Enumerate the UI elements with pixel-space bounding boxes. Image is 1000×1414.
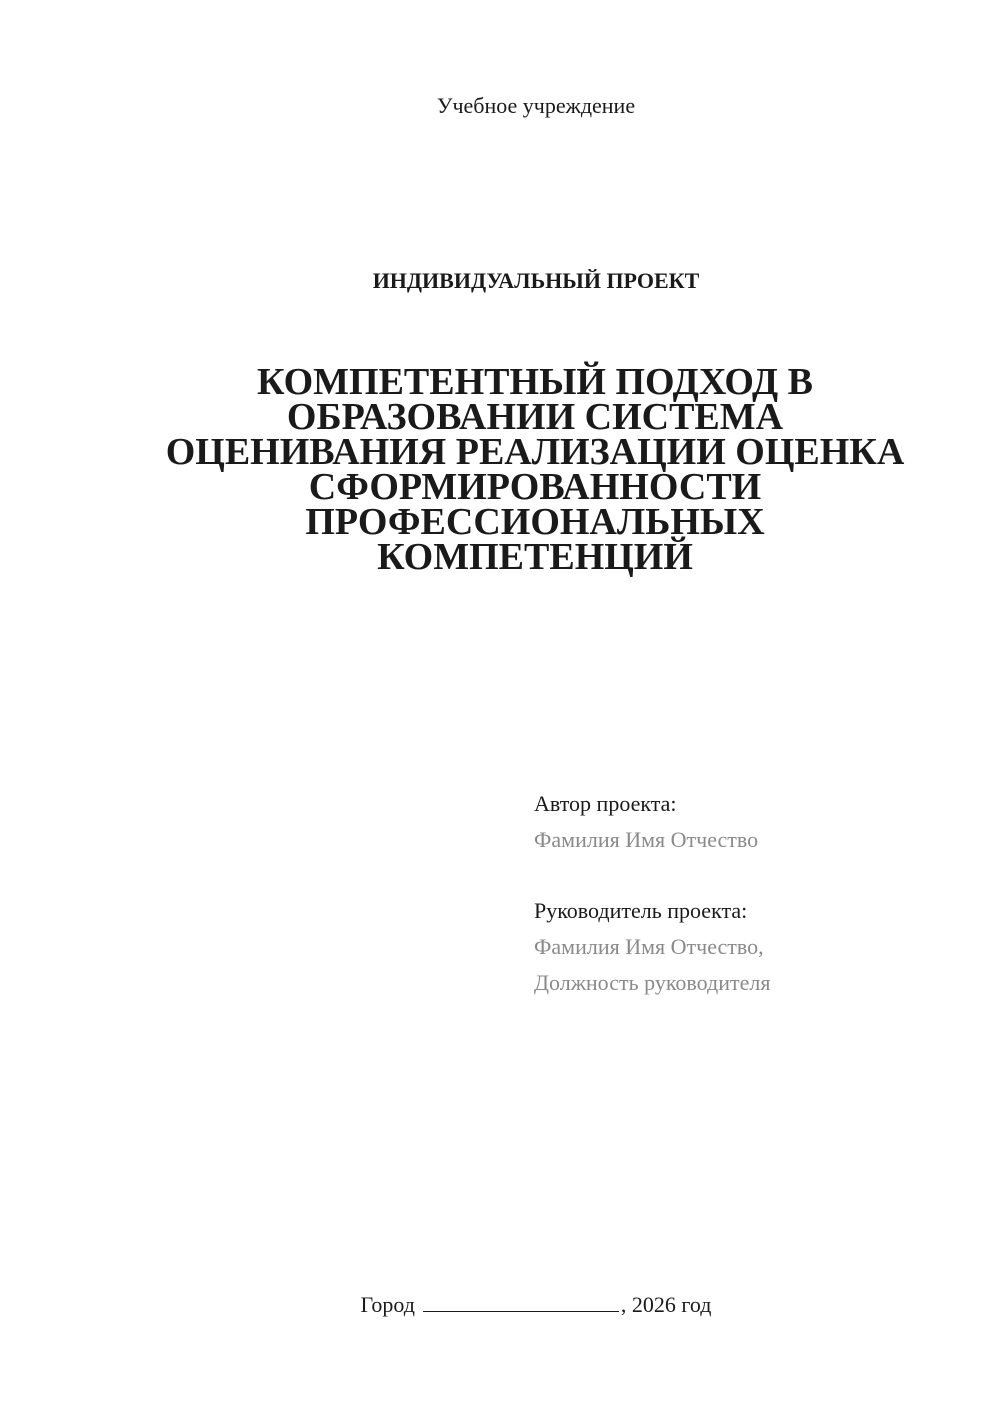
title-line: СФОРМИРОВАННОСТИ (308, 466, 762, 508)
project-title (130, 361, 940, 578)
title-line: ПРОФЕССИОНАЛЬНЫХ (305, 501, 765, 543)
title-line: ОБРАЗОВАНИИ СИСТЕМА (286, 396, 784, 438)
supervisor-label: Руководитель проекта: (534, 898, 748, 923)
year-text: , 2026 год (620, 1292, 712, 1317)
institution-name: Учебное учреждение (436, 93, 636, 118)
supervisor-name: Фамилия Имя Отчество, (534, 934, 764, 959)
city-label: Город (360, 1292, 415, 1317)
title-line: ОЦЕНИВАНИЯ РЕАЛИЗАЦИИ ОЦЕНКА (165, 431, 905, 473)
footer-city-year (0, 1290, 1000, 1320)
title-line: КОМПЕТЕНТНЫЙ ПОДХОД В (257, 361, 813, 403)
supervisor-position: Должность руководителя (534, 970, 771, 995)
author-block (534, 786, 758, 858)
title-line: КОМПЕТЕНЦИЙ (377, 536, 693, 578)
author-label: Автор проекта: (534, 791, 677, 816)
document-type: ИНДИВИДУАЛЬНЫЙ ПРОЕКТ (372, 268, 700, 293)
supervisor-block (534, 893, 770, 1001)
author-name: Фамилия Имя Отчество (534, 827, 759, 852)
city-blank-line (423, 1291, 619, 1312)
